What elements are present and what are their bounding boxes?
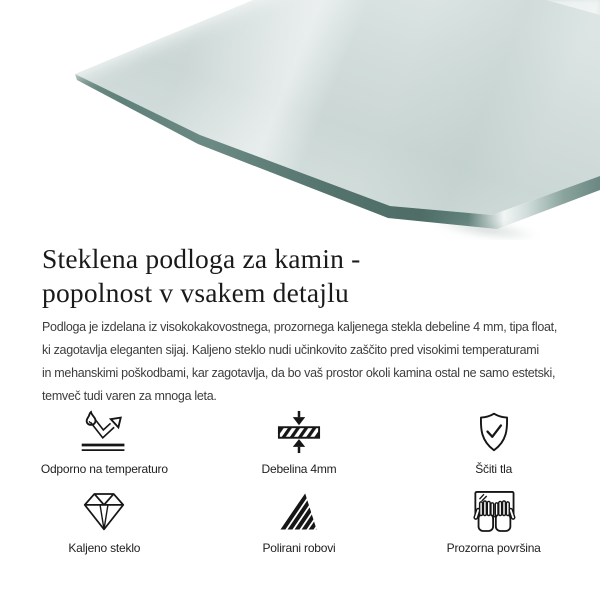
hero-glass-photo (0, 0, 600, 240)
page-title (42, 242, 558, 309)
feature-polished-edges (202, 489, 397, 556)
feature-tempered-glass (7, 489, 202, 556)
feature-label: Polirani robovi (262, 541, 336, 555)
polished-edges-icon (277, 489, 321, 533)
page-title-line2: popolnost v vsakem detajlu (42, 276, 349, 308)
intro-line: Podloga je izdelana iz visokokakovostnega, prozornega kaljenega stekla debeline 4 mm, tipa float, (42, 320, 557, 334)
feature-label: Kaljeno steklo (68, 541, 141, 555)
feature-protects-floor (396, 410, 591, 477)
temperature-resistant-icon (78, 410, 130, 454)
feature-temperature (7, 410, 202, 477)
hands-holding-glass-icon (464, 489, 524, 533)
intro-line: temveč tudi varen za mnoga leta. (42, 389, 217, 403)
feature-thickness (202, 410, 397, 477)
feature-label: Odporno na temperaturo (40, 462, 168, 476)
page-title-line1: Steklena podloga za kamin - (42, 243, 361, 274)
diamond-icon (81, 489, 127, 533)
feature-label: Debelina 4mm (261, 462, 337, 476)
intro-paragraph (42, 316, 558, 408)
intro-line: ki zagotavlja eleganten sijaj. Kaljeno steklo nudi učinkovito zaščito pred visokimi temperaturami (42, 343, 539, 357)
shield-check-icon (474, 410, 514, 454)
feature-label: Ščiti tla (475, 462, 513, 476)
text-content (0, 240, 600, 408)
thickness-4mm-icon (275, 410, 323, 454)
feature-label: Prozorna površina (446, 541, 541, 555)
feature-grid (0, 410, 600, 556)
feature-transparent-surface (396, 489, 591, 556)
intro-line: in mehanskimi poškodbami, kar zagotavlja, da bo vaš prostor okoli kamina ostal ne samo estetski, (42, 366, 556, 380)
